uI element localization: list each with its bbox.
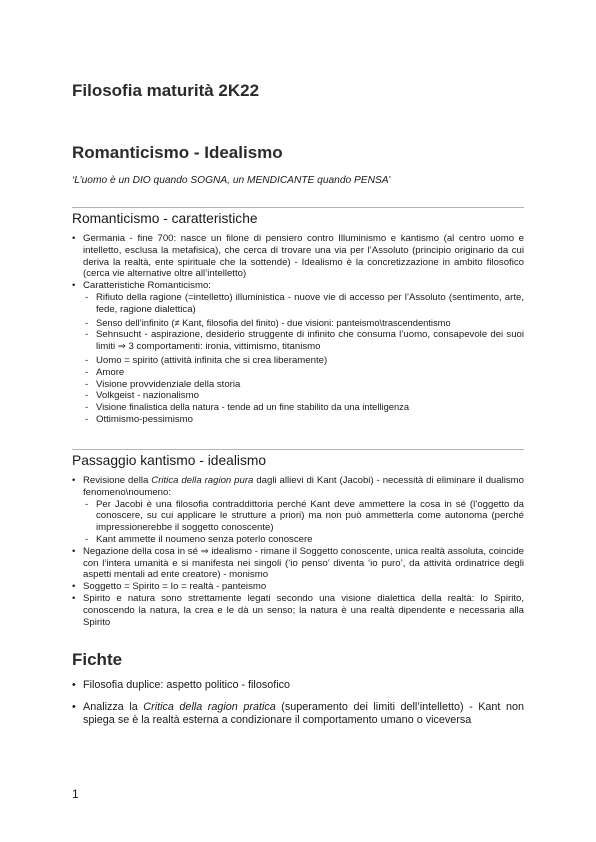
list-item: • Germania - fine 700: nasce un filone di pensiero contro Illuminismo e kantismo (al centro uomo e intelletto, esclusa la metafisica), che cerca di trovare una via per l’Assoluto (principio originario da cui deriva la realtà, ente spirituale che la sottende) - Idealismo è la concretizzazione in ambito filosofico (cerca vie alternative oltre all’intelletto) xyxy=(72,233,524,280)
fichte-list xyxy=(72,679,524,728)
list-subitem: - Uomo = spirito (attività infinita che si crea liberamente) xyxy=(72,355,524,367)
list-subitem: - Ottimismo-pessimismo xyxy=(72,414,524,426)
page-number: 1 xyxy=(72,787,79,801)
document-title: Filosofia maturità 2K22 xyxy=(72,81,260,100)
list-subitem: - Amore xyxy=(72,367,524,379)
list-subitem: - Visione finalistica della natura - tende ad un fine stabilito da una intelligenza xyxy=(72,402,524,414)
list-item: • Revisione della Critica della ragion pura dagli allievi di Kant (Jacobi) - necessità di eliminare il dualismo fenomeno\noumeno: xyxy=(72,475,524,499)
list-subitem: - Sehnsucht - aspirazione, desiderio struggente di infinito che consuma l’uomo, consapevole dei suoi limiti ⇒ 3 comportamenti: ironia, vittimismo, titanismo xyxy=(72,329,524,353)
section-quote: ‘L’uomo è un DIO quando SOGNA, un MENDICANTE quando PENSA’ xyxy=(72,175,391,186)
list-item: • Filosofia duplice: aspetto politico - filosofico xyxy=(72,679,524,693)
list-subitem: - Visione provvidenziale della storia xyxy=(72,379,524,391)
divider xyxy=(72,449,524,450)
subheading-passaggio-kantismo-idealismo: Passaggio kantismo - idealismo xyxy=(72,453,267,468)
romanticismo-list xyxy=(72,233,524,426)
list-subitem: - Rifiuto della ragione (=intelletto) illuministica - nuove vie di accesso per l’Assoluto (sentimento, arte, fede, ragione dialettica) xyxy=(72,292,524,316)
list-item: • Negazione della cosa in sé ⇒ idealismo - rimane il Soggetto conoscente, unica realtà assoluta, coincide con l’intera umanità e si manifesta nei singoli (‘io penso’ diventa ‘io puro’, da attività ordinatrice degli aspetti mentali ad ente creatore) - monismo xyxy=(72,546,524,581)
subheading-romanticismo-caratteristiche: Romanticismo - caratteristiche xyxy=(72,211,258,226)
list-subitem: - Kant ammette il noumeno senza poterlo conoscere xyxy=(72,534,524,546)
section-heading-romanticismo-idealismo: Romanticismo - Idealismo xyxy=(72,143,283,162)
list-subitem: - Volkgeist - nazionalismo xyxy=(72,390,524,402)
list-subitem: - Senso dell’infinito (≠ Kant, filosofia del finito) - due visioni: panteismo\trascendentismo xyxy=(72,318,524,330)
list-item: • Soggetto = Spirito = Io = realtà - panteismo xyxy=(72,581,524,593)
list-item: • Caratteristiche Romanticismo: xyxy=(72,280,524,292)
list-item: • Analizza la Critica della ragion pratica (superamento dei limiti dell’intelletto) - Kant non spiega se è la realtà esterna a condizionare il comportamento umano o viceversa xyxy=(72,701,524,728)
list-item: • Spirito e natura sono strettamente legati secondo una visione dialettica della realtà: lo Spirito, conoscendo la natura, la crea e le dà un senso; la natura è una realtà dipendente e necessaria alla Spirito xyxy=(72,593,524,628)
section-heading-fichte: Fichte xyxy=(72,650,123,669)
kantismo-list xyxy=(72,475,524,628)
divider xyxy=(72,207,524,208)
list-subitem: - Per Jacobi è una filosofia contraddittoria perché Kant deve ammettere la cosa in sé (l’oggetto da conoscere, su cui applicare le strutture a priori) ma non può ammetterla come autonoma (perché impressionerebbe il soggetto conoscente) xyxy=(72,499,524,534)
